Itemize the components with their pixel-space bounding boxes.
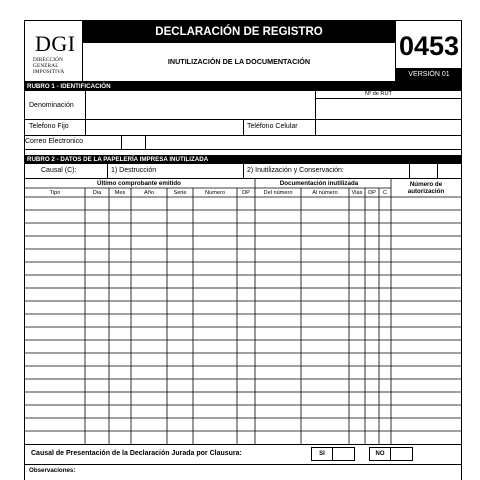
rut-label: Nº de RUT [365, 91, 392, 97]
logo-text: DGI [35, 31, 76, 56]
no-checkbox[interactable] [391, 447, 413, 461]
rubro1-title: RUBRO 1 - IDENTIFICACIÓN [24, 82, 462, 91]
form-version: VERSIÓN 01 [396, 68, 462, 81]
col-serie: Serie [173, 190, 187, 196]
rubro1-section [24, 91, 462, 163]
si-checkbox[interactable] [333, 447, 355, 461]
form-number-box [395, 21, 461, 81]
causal-option-destruccion: 1) Destrucción [111, 167, 157, 174]
form-page [24, 20, 462, 480]
telefono-celular-label: Teléfono Celular [247, 123, 298, 130]
telefono-fijo-label: Telefono Fijo [29, 123, 69, 130]
group-numero-autorizacion: Número de autorización [407, 181, 445, 195]
col-anio: Año [144, 190, 154, 196]
denominacion-label: Denominación [29, 102, 74, 109]
clausura-label: Causal de Presentación de la Declaración Jurada por Clausura: [31, 450, 242, 457]
form-subtitle: INUTILIZACIÓN DE LA DOCUMENTACIÓN [167, 57, 311, 66]
col-dia: Dia [92, 190, 102, 196]
form-number: 0453 [398, 31, 460, 61]
bottom-section [24, 444, 462, 480]
col-mes: Mes [114, 190, 126, 196]
rubro2-title: RUBRO 2 - DATOS DE LA PAPELERÍA IMPRESA INUTILIZADA [24, 155, 462, 164]
col-vias: Vias [351, 190, 363, 196]
col-numero: Numero [205, 190, 225, 196]
col-dp: DP [242, 190, 250, 196]
col-al-numero: Al número [312, 190, 338, 196]
group-ultimo-comprobante: Último comprobante emitido [97, 180, 181, 187]
form-header [24, 20, 462, 82]
correo-label: Correo Electronico [25, 138, 83, 145]
causal-option-inutilizacion: 2) Inutilización y Conservación: [247, 167, 344, 174]
logo-subtext: DIRECCIÓN GENERAL IMPOSITIVA [33, 57, 65, 75]
dgi-logo [25, 21, 83, 81]
rubro2-table-grid [25, 164, 463, 444]
si-label: SI [311, 447, 333, 461]
col-tipo: Tipo [49, 190, 61, 196]
observaciones-label: Observaciones: [29, 467, 76, 474]
causal-label: Causal (C): [41, 167, 77, 174]
form-title: DECLARACIÓN DE REGISTRO [83, 21, 395, 43]
col-dp2: DP [368, 190, 376, 196]
col-del-numero: Del número [263, 190, 293, 196]
group-documentacion-inutilizada: Documentación inutilizada [279, 180, 359, 187]
no-label: NO [369, 447, 391, 461]
rubro2-section [24, 164, 462, 444]
col-c: C [382, 190, 388, 196]
